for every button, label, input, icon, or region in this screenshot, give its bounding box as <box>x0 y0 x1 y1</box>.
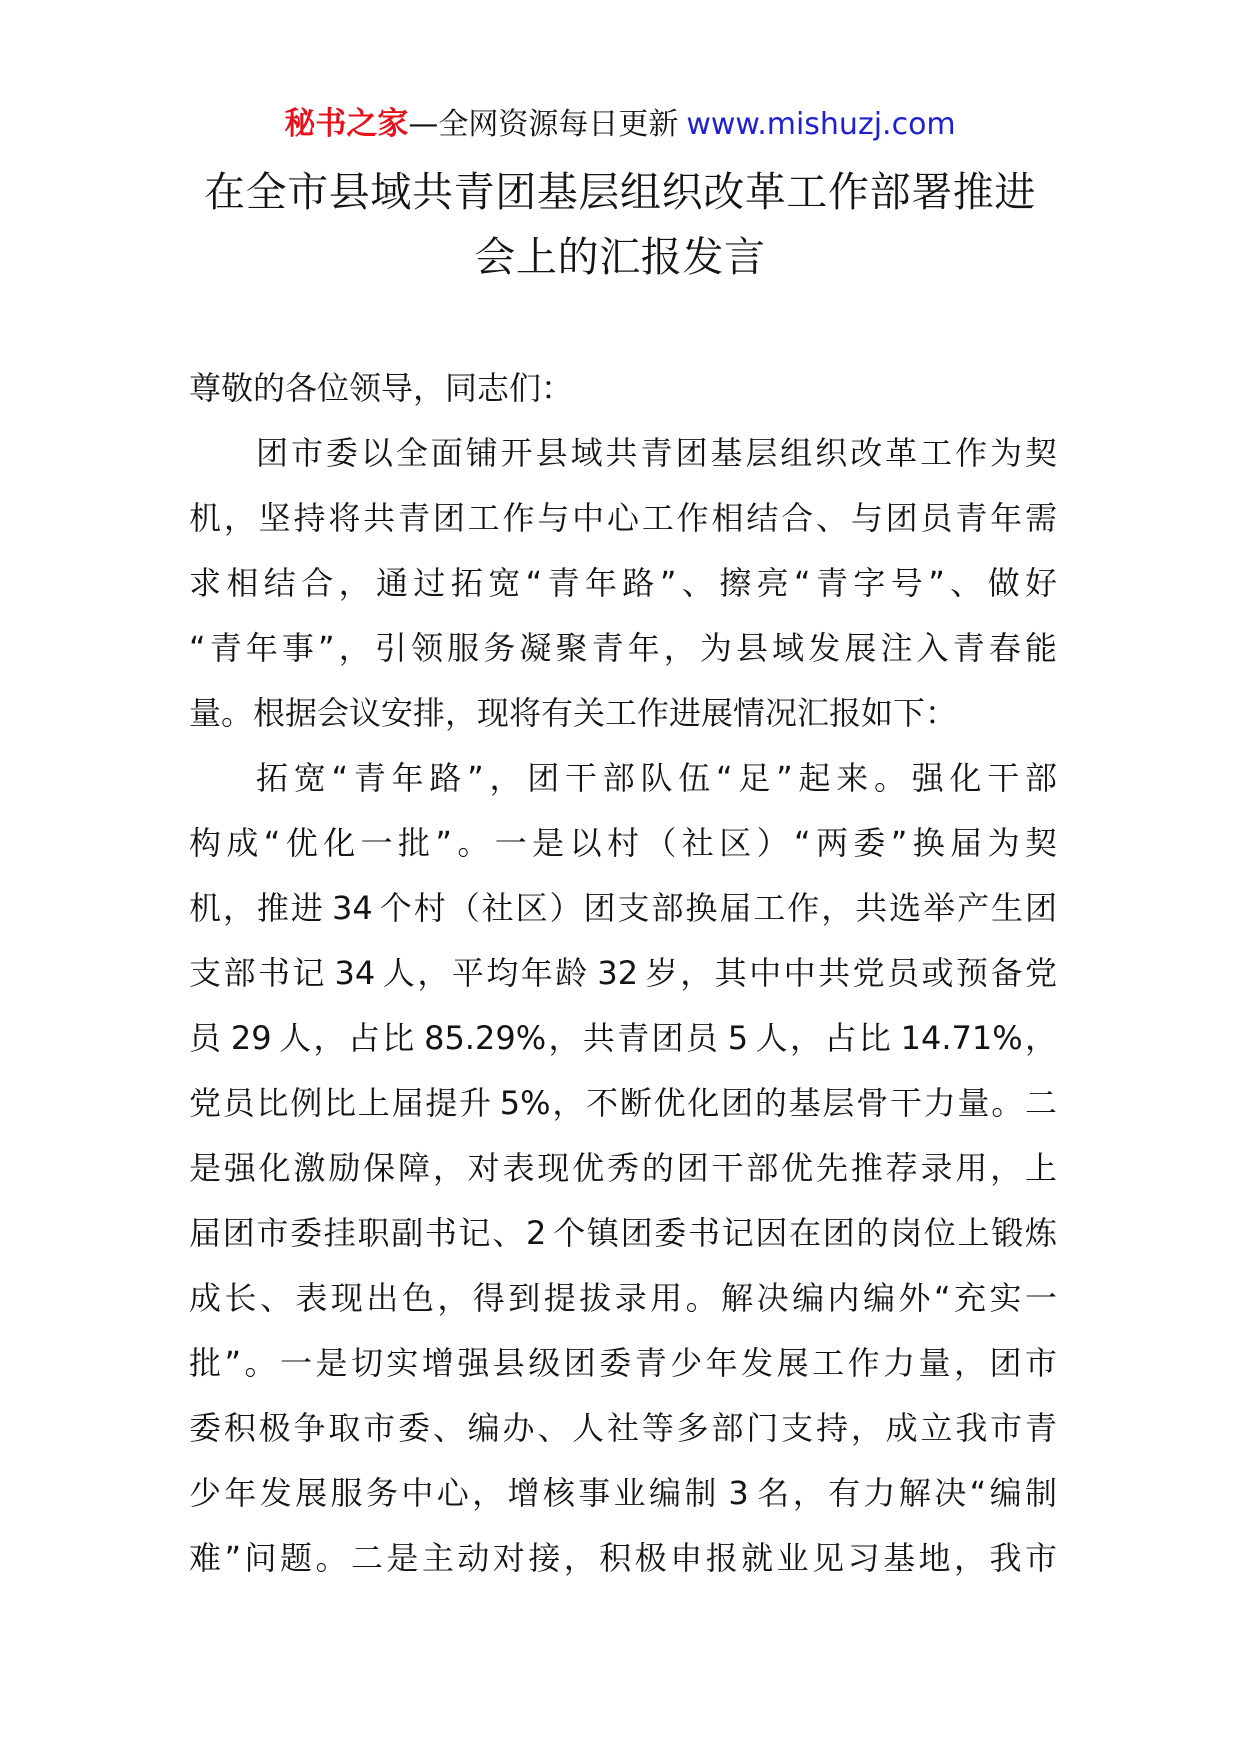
body-line: 构成“优化一批”。一是以村（社区）“两委”换届为契 <box>189 824 1057 862</box>
body-line: 支部书记 34 人，平均年龄 32 岁，其中中共党员或预备党 <box>189 954 1057 992</box>
site-tagline: —全网资源每日更新 <box>408 107 679 142</box>
document-body <box>189 356 1057 1591</box>
body-line: “青年事”，引领服务凝聚青年，为县域发展注入青春能 <box>189 629 1057 667</box>
body-line: 机，推进 34 个村（社区）团支部换届工作，共选举产生团 <box>189 889 1057 927</box>
body-line: 是强化激励保障，对表现优秀的团干部优先推荐录用，上 <box>189 1149 1057 1187</box>
body-line: 拓宽“青年路”，团干部队伍“足”起来。强化干部 <box>256 759 1057 797</box>
paragraph <box>189 746 1057 1591</box>
body-line: 机，坚持将共青团工作与中心工作相结合、与团员青年需 <box>189 499 1057 537</box>
body-line: 员 29 人，占比 85.29%，共青团员 5 人，占比 14.71%， <box>189 1019 1057 1057</box>
body-line: 委积极争取市委、编办、人社等多部门支持，成立我市青 <box>189 1409 1057 1447</box>
body-line: 难”问题。二是主动对接，积极申报就业见习基地，我市 <box>189 1539 1057 1577</box>
salutation: 尊敬的各位领导，同志们： <box>189 369 574 407</box>
brand-name: 秘书之家 <box>284 106 409 142</box>
body-line: 批”。一是切实增强县级团委青少年发展工作力量，团市 <box>189 1344 1057 1382</box>
body-line: 届团市委挂职副书记、2 个镇团委书记因在团的岗位上锻炼 <box>189 1214 1057 1252</box>
body-line: 团市委以全面铺开县域共青团基层组织改革工作为契 <box>256 434 1057 472</box>
body-line: 少年发展服务中心，增核事业编制 3 名，有力解决“编制 <box>189 1474 1057 1512</box>
body-line: 党员比例比上届提升 5%，不断优化团的基层骨干力量。二 <box>189 1084 1057 1122</box>
document-title <box>0 160 1240 290</box>
title-line: 会上的汇报发言 <box>474 233 766 281</box>
body-line: 求相结合，通过拓宽“青年路”、擦亮“青字号”、做好 <box>189 564 1057 602</box>
paragraph <box>189 421 1057 746</box>
title-line: 在全市县域共青团基层组织改革工作部署推进 <box>204 168 1036 216</box>
body-line: 量。根据会议安排，现将有关工作进展情况汇报如下： <box>189 694 958 732</box>
body-line: 成长、表现出色，得到提拔录用。解决编内编外“充实一 <box>189 1279 1057 1317</box>
site-url: www.mishuzj.com <box>686 107 956 142</box>
site-header <box>0 100 1240 148</box>
